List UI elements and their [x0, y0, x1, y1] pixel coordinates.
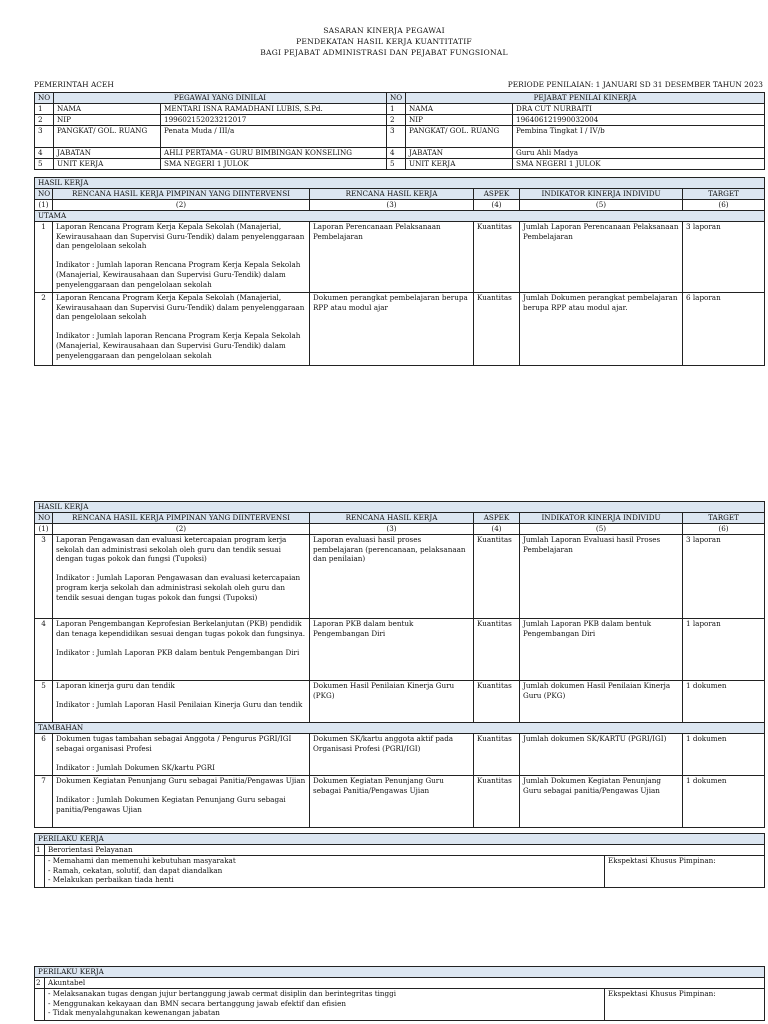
- row-no: 2: [35, 115, 54, 126]
- row-aspek: Kuantitas: [474, 535, 520, 619]
- row-indikator: Jumlah Laporan PKB dalam bentuk Pengembangan Diri: [520, 619, 683, 681]
- row-label: NIP: [54, 115, 161, 126]
- col-indikator: INDIKATOR KINERJA INDIVIDU: [520, 513, 683, 524]
- col-num: (1): [35, 200, 53, 211]
- behavior-no: 2: [35, 978, 45, 989]
- employee-rank: Penata Muda / III/a: [161, 126, 387, 148]
- row-label: JABATAN: [406, 148, 513, 159]
- row-no: 7: [35, 776, 53, 828]
- list-item: - Memahami dan memenuhi kebutuhan masyarakat: [48, 856, 601, 866]
- row-indikator: Jumlah Laporan Perencanaan Pelaksanaan Pembelajaran: [520, 222, 683, 293]
- row-indikator: Jumlah Dokumen Kegiatan Penunjang Guru sebagai panitia/Pengawas Ujian: [520, 776, 683, 828]
- section-utama: UTAMA: [35, 211, 765, 222]
- identity-row: [35, 104, 765, 115]
- identity-no-header-right: NO: [387, 93, 406, 104]
- agency-label: PEMERINTAH ACEH: [34, 80, 114, 89]
- leader-expectation: Ekspektasi Khusus Pimpinan:: [605, 989, 765, 1021]
- row-rencana: Dokumen Hasil Penilaian Kinerja Guru (PKG): [310, 681, 474, 723]
- column-header-row: [35, 189, 765, 200]
- row-target: 1 dokumen: [683, 776, 765, 828]
- row-target: 1 laporan: [683, 619, 765, 681]
- evaluator-name: DRA CUT NURBAITI: [513, 104, 765, 115]
- evaluator-header: PEJABAT PENILAI KINERJA: [406, 93, 765, 104]
- col-num: (6): [683, 200, 765, 211]
- col-num: (4): [474, 524, 520, 535]
- behavior-items-row: [35, 989, 765, 1021]
- row-no: 1: [35, 222, 53, 293]
- row-label: NAMA: [406, 104, 513, 115]
- col-aspek: ASPEK: [474, 189, 520, 200]
- list-item: - Melaksanakan tugas dengan jujur bertanggung jawab cermat disiplin dan berintegritas tinggi: [48, 989, 601, 999]
- empty-cell: [35, 989, 45, 1021]
- identity-no-header: NO: [35, 93, 54, 104]
- row-rencana: Laporan evaluasi hasil proses pembelajaran (perencanaan, pelaksanaan dan penilaian): [310, 535, 474, 619]
- section-hasil-kerja: HASIL KERJA: [35, 178, 765, 189]
- identity-header-row: [35, 93, 765, 104]
- section-perilaku-kerja: PERILAKU KERJA: [35, 967, 765, 978]
- col-num: (6): [683, 524, 765, 535]
- table-row: [35, 734, 765, 776]
- col-pimpinan: RENCANA HASIL KERJA PIMPINAN YANG DIINTERVENSI: [53, 513, 310, 524]
- list-item: - Menggunakan kekayaan dan BMN secara bertanggung jawab efektif dan efisien: [48, 999, 601, 1009]
- identity-row: [35, 115, 765, 126]
- col-rencana: RENCANA HASIL KERJA: [310, 189, 474, 200]
- doc-title-line2: PENDEKATAN HASIL KERJA KUANTITATIF: [296, 37, 472, 46]
- period-label: PERIODE PENILAIAN: 1 JANUARI SD 31 DESEMBER TAHUN 2023: [507, 80, 763, 89]
- employee-name: MENTARI ISNA RAMADHANI LUBIS, S.Pd.: [161, 104, 387, 115]
- row-label: UNIT KERJA: [406, 159, 513, 170]
- empty-cell: [35, 856, 45, 888]
- hasil-kerja-table-1: [34, 177, 765, 366]
- col-pimpinan: RENCANA HASIL KERJA PIMPINAN YANG DIINTERVENSI: [53, 189, 310, 200]
- column-header-row: [35, 513, 765, 524]
- col-rencana: RENCANA HASIL KERJA: [310, 513, 474, 524]
- row-indikator: Jumlah Laporan Evaluasi hasil Proses Pembelajaran: [520, 535, 683, 619]
- col-target: TARGET: [683, 513, 765, 524]
- col-num: (4): [474, 200, 520, 211]
- perilaku-kerja-table-2: [34, 966, 765, 1021]
- section-tambahan: TAMBAHAN: [35, 723, 765, 734]
- row-no: 4: [35, 619, 53, 681]
- behavior-items: [45, 856, 605, 888]
- col-num: (5): [520, 200, 683, 211]
- col-num: (2): [53, 524, 310, 535]
- row-aspek: Kuantitas: [474, 222, 520, 293]
- row-rencana: Laporan Perencanaan Pelaksanaan Pembelajaran: [310, 222, 474, 293]
- row-no: 2: [35, 293, 53, 366]
- employee-position: AHLI PERTAMA - GURU BIMBINGAN KONSELING: [161, 148, 387, 159]
- row-pimpinan: Laporan kinerja guru dan tendik Indikator : Jumlah Laporan Hasil Penilaian Kinerja Guru dan tendik: [53, 681, 310, 723]
- row-aspek: Kuantitas: [474, 293, 520, 366]
- table-row: [35, 222, 765, 293]
- row-no: 5: [387, 159, 406, 170]
- identity-row: [35, 148, 765, 159]
- list-item: - Melakukan perbaikan tiada henti: [48, 875, 601, 885]
- behavior-title-row: [35, 845, 765, 856]
- row-label: PANGKAT/ GOL. RUANG: [54, 126, 161, 148]
- col-num: (2): [53, 200, 310, 211]
- row-indikator: Jumlah dokumen SK/KARTU (PGRI/IGI): [520, 734, 683, 776]
- behavior-items-row: [35, 856, 765, 888]
- row-indikator: Jumlah Dokumen perangkat pembelajaran berupa RPP atau modul ajar.: [520, 293, 683, 366]
- row-no: 3: [387, 126, 406, 148]
- row-no: 3: [35, 126, 54, 148]
- col-aspek: ASPEK: [474, 513, 520, 524]
- col-num: (5): [520, 524, 683, 535]
- row-no: 5: [35, 681, 53, 723]
- table-row: [35, 293, 765, 366]
- evaluator-nip: 196406121990032004: [513, 115, 765, 126]
- row-label: JABATAN: [54, 148, 161, 159]
- identity-row: [35, 159, 765, 170]
- col-indikator: INDIKATOR KINERJA INDIVIDU: [520, 189, 683, 200]
- row-no: 6: [35, 734, 53, 776]
- col-no: NO: [35, 513, 53, 524]
- row-pimpinan: Dokumen tugas tambahan sebagai Anggota / Pengurus PGRI/IGI sebagai organisasi Profesi Indikator : Jumlah Dokumen SK/kartu PGRI: [53, 734, 310, 776]
- col-no: NO: [35, 189, 53, 200]
- row-no: 4: [35, 148, 54, 159]
- col-target: TARGET: [683, 189, 765, 200]
- column-number-row: [35, 524, 765, 535]
- row-aspek: Kuantitas: [474, 619, 520, 681]
- column-number-row: [35, 200, 765, 211]
- list-item: - Ramah, cekatan, solutif, dan dapat diandalkan: [48, 866, 601, 876]
- row-pimpinan: Laporan Rencana Program Kerja Kepala Sekolah (Manajerial, Kewirausahaan dan Supervisi Guru-Tendik) dalam penyelenggaraan dan pengelolaan sekolah Indikator : Jumlah laporan Rencana Program Kerja Kepala Sekolah (Manajerial, Kewirausahaan dan Supervisi Guru-Tendik) dalam penyelenggaraan dan pengelolaan sekolah: [53, 293, 310, 366]
- identity-row: [35, 126, 765, 148]
- table-row: [35, 681, 765, 723]
- row-rencana: Dokumen perangkat pembelajaran berupa RPP atau modul ajar: [310, 293, 474, 366]
- row-pimpinan: Laporan Pengembangan Keprofesian Berkelanjutan (PKB) pendidik dan tenaga kependidikan sesuai dengan tugas pokok dan fungsinya. Indikator : Jumlah Laporan PKB dalam bentuk Pengembangan Diri: [53, 619, 310, 681]
- row-indikator: Jumlah dokumen Hasil Penilaian Kinerja Guru (PKG): [520, 681, 683, 723]
- row-no: 1: [387, 104, 406, 115]
- col-num: (1): [35, 524, 53, 535]
- doc-title-line3: BAGI PEJABAT ADMINISTRASI DAN PEJABAT FUNGSIONAL: [260, 48, 508, 57]
- perilaku-kerja-table-1: [34, 833, 765, 888]
- identity-table: [34, 92, 765, 170]
- evaluator-position: Guru Ahli Madya: [513, 148, 765, 159]
- col-num: (3): [310, 200, 474, 211]
- row-label: PANGKAT/ GOL. RUANG: [406, 126, 513, 148]
- row-rencana: Dokumen SK/kartu anggota aktif pada Organisasi Profesi (PGRI/IGI): [310, 734, 474, 776]
- behavior-title-row: [35, 978, 765, 989]
- hasil-kerja-table-2: [34, 501, 765, 828]
- row-pimpinan: Laporan Pengawasan dan evaluasi ketercapaian program kerja sekolah dan administrasi sekolah oleh guru dan tendik sesuai dengan tugas pokok dan fungsi (Tupoksi) Indikator : Jumlah Laporan Pengawasan dan evaluasi ketercapaian program kerja sekolah dan administrasi sekolah oleh guru dan tendik sesuai dengan tugas pokok dan fungsi (Tupoksi): [53, 535, 310, 619]
- row-target: 1 dokumen: [683, 734, 765, 776]
- row-target: 6 laporan: [683, 293, 765, 366]
- row-pimpinan: Laporan Rencana Program Kerja Kepala Sekolah (Manajerial, Kewirausahaan dan Supervisi Guru-Tendik) dalam penyelenggaraan dan pengelolaan sekolah Indikator : Jumlah laporan Rencana Program Kerja Kepala Sekolah (Manajerial, Kewirausahaan dan Supervisi Guru-Tendik) dalam penyelenggaraan dan pengelolaan sekolah: [53, 222, 310, 293]
- row-aspek: Kuantitas: [474, 776, 520, 828]
- table-row: [35, 619, 765, 681]
- leader-expectation: Ekspektasi Khusus Pimpinan:: [605, 856, 765, 888]
- row-label: UNIT KERJA: [54, 159, 161, 170]
- row-pimpinan: Dokumen Kegiatan Penunjang Guru sebagai Panitia/Pengawas Ujian Indikator : Jumlah Dokumen Kegiatan Penunjang Guru sebagai panitia/Pengawas Ujian: [53, 776, 310, 828]
- behavior-title: Berorientasi Pelayanan: [45, 845, 765, 856]
- row-target: 1 dokumen: [683, 681, 765, 723]
- behavior-title: Akuntabel: [45, 978, 765, 989]
- row-label: NIP: [406, 115, 513, 126]
- table-row: [35, 776, 765, 828]
- row-aspek: Kuantitas: [474, 681, 520, 723]
- row-rencana: Dokumen Kegiatan Penunjang Guru sebagai Panitia/Pengawas Ujian: [310, 776, 474, 828]
- evaluator-rank: Pembina Tingkat I / IV/b: [513, 126, 765, 148]
- row-target: 3 laporan: [683, 535, 765, 619]
- row-no: 1: [35, 104, 54, 115]
- list-item: - Tidak menyalahgunakan kewenangan jabatan: [48, 1008, 601, 1018]
- behavior-items: [45, 989, 605, 1021]
- row-aspek: Kuantitas: [474, 734, 520, 776]
- row-no: 2: [387, 115, 406, 126]
- doc-title-line1: SASARAN KINERJA PEGAWAI: [323, 26, 445, 35]
- row-rencana: Laporan PKB dalam bentuk Pengembangan Diri: [310, 619, 474, 681]
- employee-nip: 199602152023212017: [161, 115, 387, 126]
- col-num: (3): [310, 524, 474, 535]
- evaluated-employee-header: PEGAWAI YANG DINILAI: [54, 93, 387, 104]
- row-no: 4: [387, 148, 406, 159]
- row-no: 5: [35, 159, 54, 170]
- row-label: NAMA: [54, 104, 161, 115]
- section-hasil-kerja: HASIL KERJA: [35, 502, 765, 513]
- behavior-no: 1: [35, 845, 45, 856]
- table-row: [35, 535, 765, 619]
- row-target: 3 laporan: [683, 222, 765, 293]
- employee-unit: SMA NEGERI 1 JULOK: [161, 159, 387, 170]
- section-perilaku-kerja: PERILAKU KERJA: [35, 834, 765, 845]
- row-no: 3: [35, 535, 53, 619]
- evaluator-unit: SMA NEGERI 1 JULOK: [513, 159, 765, 170]
